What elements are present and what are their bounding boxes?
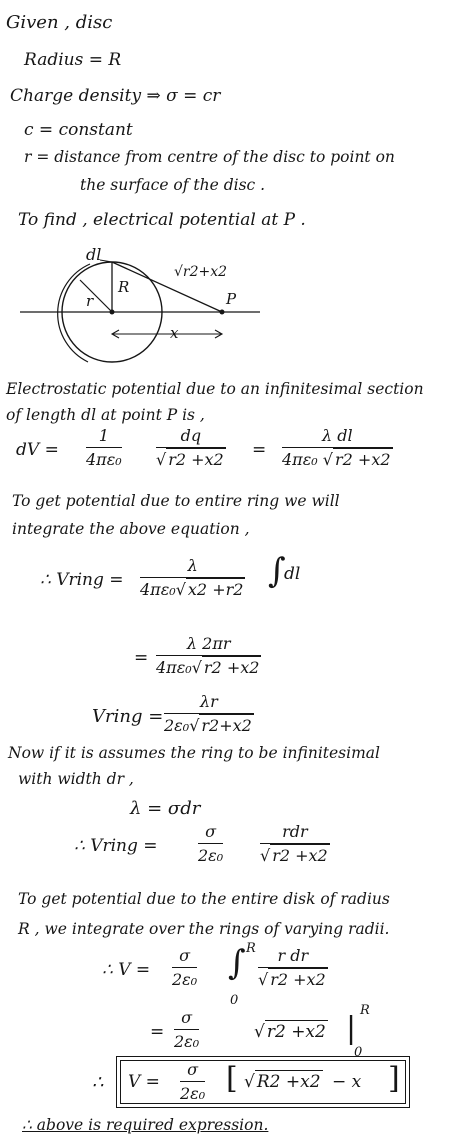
eq3-num: λ 2πr: [156, 636, 261, 656]
eq4-lhs: Vring =: [92, 706, 164, 727]
section4-line-1: To get potential due to the entire disk of radius: [18, 890, 390, 908]
eq1-f3-den-b: r2 +x2: [335, 450, 391, 469]
eq8-root: √ r2 +x2: [254, 1022, 326, 1042]
eq7-integral-sign: ∫: [228, 943, 246, 983]
r-definition-line-2: the surface of the disc .: [80, 176, 266, 194]
eq6-f1-den: 2ε₀: [198, 846, 224, 865]
section4-line-2: R , we integrate over the rings of varying radii.: [18, 920, 390, 938]
eq9-minus-x: − x: [332, 1072, 362, 1092]
eq1-equals: =: [252, 440, 267, 460]
eq6-f2-den: r2 +x2: [272, 846, 328, 865]
eq9-fraction: [180, 1062, 205, 1102]
eq5: λ = σdr: [130, 798, 201, 819]
label-x: x: [170, 324, 179, 342]
eq1-lhs: dV =: [16, 440, 59, 460]
charge-density-line: Charge density ⇒ σ = cr: [10, 86, 221, 106]
given-heading: Given , disc: [6, 12, 113, 33]
eq1-f2-den: r2 +x2: [168, 450, 224, 469]
eq9-root-content: R2 +x2: [256, 1072, 321, 1092]
eq1-fraction-3: $\frac{\text{λ dl}}{\text{4πε₀ √ r2 +x2}}$: [282, 426, 391, 469]
eq1-f3-den-a: 4πε₀: [282, 450, 318, 469]
eq3-den-b: r2 +x2: [203, 658, 260, 677]
eq9-f1-den: 2ε₀: [180, 1084, 206, 1103]
eq7-fraction-2: $\frac{\text{r dr}}{√ r2 +x2}$: [258, 946, 326, 989]
eq9-bracket-close: ]: [388, 1061, 400, 1096]
eq9-bracket-open: [: [226, 1061, 238, 1096]
eq3-fraction: $\frac{\lambda 2\pi r}{\text{4πε₀√ r2 +x2}}$: [156, 634, 260, 677]
eq8-upper-limit: R: [360, 1003, 370, 1018]
eq4-num: λr: [164, 694, 254, 714]
eq9-f1-num: σ: [180, 1062, 205, 1082]
eq8-f1-den: 2ε₀: [174, 1032, 200, 1051]
center-point: [110, 310, 115, 315]
section1-line-1: Electrostatic potential due to an infinitesimal section: [6, 380, 424, 398]
label-R: R: [118, 278, 130, 296]
section3-line-2: with width dr ,: [18, 770, 134, 788]
eq1-f2-num: dq: [156, 428, 226, 448]
eq2-den-b: x2 +r2: [187, 580, 244, 599]
section1-line-2: of length dl at point P is ,: [6, 406, 205, 424]
eq7-f2-num: r dr: [258, 948, 328, 968]
point-P-dot: [220, 310, 225, 315]
eq4-fraction: $\frac{\lambda r}{\text{2ε₀√ r2+x2}}$: [164, 692, 252, 735]
eq8-f1-num: σ: [174, 1010, 199, 1030]
eq7-f1-num: σ: [172, 948, 197, 968]
label-r: r: [86, 292, 94, 310]
label-dl: dl: [86, 248, 102, 264]
eq7-f2-den: r2 +x2: [270, 970, 326, 989]
eq2-dl: dl: [284, 564, 301, 584]
section2-line-2: integrate the above equation ,: [12, 520, 250, 538]
to-find-line: To find , electrical potential at P .: [18, 210, 306, 230]
eq2-num: λ: [140, 558, 245, 578]
eq9-therefore: ∴: [92, 1072, 104, 1093]
eq9-v: V =: [128, 1072, 160, 1092]
eq8-equals: =: [150, 1022, 165, 1042]
eq7-upper-limit: R: [246, 941, 256, 956]
eq6-f1-num: σ: [198, 824, 223, 844]
eq7-lower-limit: 0: [230, 993, 239, 1008]
eq2-fraction: $\frac{\lambda}{\text{4πε₀√ x2 +r2}}$: [140, 556, 244, 599]
eq1-f1-den: 4πε₀: [86, 450, 122, 469]
eq6-f2-num: rdr: [260, 824, 330, 844]
eq2-integral-sign: ∫: [268, 551, 286, 591]
eq1-fraction-1: [86, 428, 122, 468]
eq6-fraction-2: rdr √ r2 +x2: [260, 822, 328, 865]
label-hypotenuse: √r2+x2: [174, 264, 228, 280]
label-P: P: [226, 290, 237, 308]
section2-line-1: To get potential due to entire ring we will: [12, 492, 340, 510]
eq4-den-a: 2ε₀: [164, 716, 190, 735]
constant-line: c = constant: [24, 120, 133, 140]
eq8-lower-limit: 0: [354, 1045, 363, 1060]
eq8-bar: |: [346, 1011, 357, 1046]
eq7-f1-den: 2ε₀: [172, 970, 198, 989]
eq1-fraction-2: $\frac{dq}{√ r2 +x2}$: [156, 426, 224, 469]
eq8-fraction: [174, 1010, 199, 1050]
eq2-lhs: ∴ Vring =: [40, 570, 124, 590]
eq7-fraction-1: [172, 948, 197, 988]
disc-diagram: [0, 248, 474, 383]
eq6-lhs: ∴ Vring =: [74, 836, 158, 856]
eq1-f1-num: 1: [86, 428, 122, 448]
conclusion: ∴ above is required expression.: [22, 1116, 269, 1134]
eq8-root-content: r2 +x2: [266, 1022, 326, 1042]
eq2-den-a: 4πε₀: [140, 580, 176, 599]
eq9-root: √ R2 +x2: [244, 1072, 321, 1092]
radius-r-line: [80, 280, 112, 312]
eq4-den-b: r2+x2: [201, 716, 252, 735]
eq3-equals: =: [134, 648, 149, 668]
eq1-f3-num: λ dl: [282, 428, 393, 448]
eq7-lhs: ∴ V =: [102, 960, 151, 980]
section3-line-1: Now if it is assumes the ring to be infinitesimal: [8, 744, 380, 762]
radius-line: Radius = R: [24, 50, 122, 70]
eq3-den-a: 4πε₀: [156, 658, 192, 677]
r-definition-line-1: r = distance from centre of the disc to point on: [24, 148, 395, 166]
eq6-fraction-1: [198, 824, 223, 864]
